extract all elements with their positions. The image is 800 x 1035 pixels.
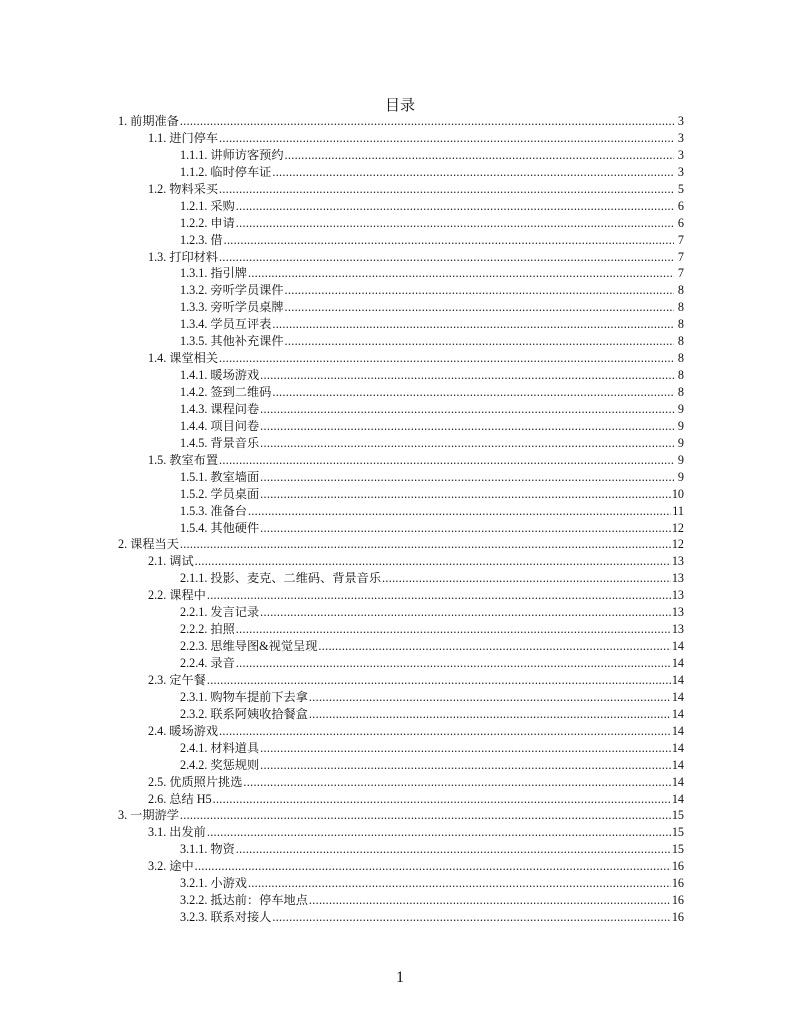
toc-entry[interactable] <box>118 621 684 638</box>
toc-entry-number: 1.1.1. <box>180 147 208 162</box>
toc-entry[interactable] <box>118 265 684 282</box>
toc-entry-number: 2.3.2. <box>180 706 208 721</box>
toc-entry-page: 10 <box>671 486 684 501</box>
toc-entry-page: 16 <box>671 876 684 891</box>
toc-entry-title: 课堂相关 <box>169 351 219 366</box>
toc-leader-dots <box>285 282 674 299</box>
toc-entry-page: 8 <box>677 334 684 349</box>
toc-entry[interactable] <box>118 824 684 841</box>
toc-leader-dots <box>248 265 674 282</box>
toc-leader-dots <box>272 316 674 333</box>
toc-entry-title: 思维导图&视觉呈现 <box>210 639 318 654</box>
toc-leader-dots <box>248 503 671 520</box>
toc-leader-dots <box>285 299 674 316</box>
toc-entry-title: 暖场游戏 <box>210 368 260 383</box>
toc-entry-number: 1.4.2. <box>180 385 208 399</box>
toc-entry-number: 1.2.2. <box>180 215 208 230</box>
toc-entry-title: 临时停车证 <box>210 164 272 179</box>
toc-entry-page: 16 <box>671 859 684 874</box>
toc-entry-number: 2.2.1. <box>180 605 208 620</box>
toc-entry-page: 6 <box>677 198 684 213</box>
toc-leader-dots <box>260 435 674 452</box>
toc-entry-page: 9 <box>677 469 684 484</box>
toc-entry[interactable] <box>118 316 684 333</box>
toc-entry-page: 8 <box>677 317 684 332</box>
toc-entry-page: 3 <box>677 114 684 128</box>
toc-entry-title: 旁听学员桌牌 <box>210 300 284 315</box>
toc-entry-title: 出发前 <box>169 825 206 840</box>
toc-entry-title: 进门停车 <box>169 130 219 145</box>
toc-entry[interactable] <box>118 282 684 299</box>
toc-leader-dots <box>236 621 671 638</box>
toc-entry-number: 1.3.4. <box>180 317 208 332</box>
toc-leader-dots <box>260 469 674 486</box>
toc-entry-page: 14 <box>671 774 684 789</box>
toc-leader-dots <box>260 520 671 537</box>
toc-entry-number: 2.2.2. <box>180 622 208 637</box>
toc-leader-dots <box>180 113 674 130</box>
toc-entry-title: 教室布置 <box>169 452 219 467</box>
toc-entry-page: 13 <box>671 571 684 586</box>
toc-leader-dots <box>260 367 674 384</box>
toc-entry-number: 1.2.1. <box>180 198 208 213</box>
toc-entry[interactable] <box>118 587 684 604</box>
toc-entry-title: 物资 <box>210 842 235 857</box>
toc-entry-page: 8 <box>677 283 684 298</box>
toc-leader-dots <box>236 215 674 232</box>
toc-entry-page: 14 <box>671 723 684 738</box>
toc-leader-dots <box>272 164 674 181</box>
toc-entry-title: 途中 <box>169 859 194 874</box>
toc-leader-dots <box>219 723 671 740</box>
toc-leader-dots <box>248 875 671 892</box>
toc-entry[interactable] <box>118 723 684 740</box>
toc-entry[interactable] <box>118 655 684 672</box>
toc-entry-title: 联系对接人 <box>210 910 272 925</box>
toc-entry-page: 16 <box>671 910 684 925</box>
toc-leader-dots <box>318 638 670 655</box>
toc-entry-title: 背景音乐 <box>210 435 260 450</box>
toc-entry-page: 9 <box>677 435 684 450</box>
page-number: 1 <box>396 969 404 986</box>
toc-entry[interactable] <box>118 198 684 215</box>
toc-entry[interactable] <box>118 367 684 384</box>
toc-entry-title: 学员互评表 <box>210 317 272 332</box>
toc-entry-number: 1.5.1. <box>180 469 208 484</box>
toc-entry-page: 14 <box>671 706 684 721</box>
toc-entry[interactable] <box>118 486 684 503</box>
toc-entry-title: 讲师访客预约 <box>210 147 284 162</box>
toc-entry-page: 7 <box>677 249 684 264</box>
toc-entry-title: 调试 <box>169 554 194 569</box>
toc-leader-dots <box>195 858 671 875</box>
toc-leader-dots <box>207 672 671 689</box>
toc-entry-number: 1.5.3. <box>180 503 208 518</box>
toc-entry-page: 5 <box>677 181 684 196</box>
toc-entry[interactable] <box>118 164 684 181</box>
toc-entry[interactable] <box>118 740 684 757</box>
toc-entry[interactable] <box>118 689 684 706</box>
toc-entry[interactable] <box>118 384 684 401</box>
toc-entry[interactable] <box>118 570 684 587</box>
toc-entry[interactable] <box>118 757 684 774</box>
toc-entry[interactable] <box>118 350 684 367</box>
toc-entry-page: 13 <box>671 588 684 603</box>
toc-entry-title: 课程当天 <box>130 537 179 552</box>
toc-entry-number: 1.1. <box>148 130 167 145</box>
toc-leader-dots <box>224 232 674 249</box>
toc-entry-number: 2.2.4. <box>180 656 208 670</box>
toc-entry-page: 3 <box>677 130 684 145</box>
toc-entry-page: 6 <box>677 215 684 230</box>
toc-entry-number: 1.2. <box>148 181 167 196</box>
toc-leader-dots <box>260 740 671 757</box>
toc-entry-title: 拍照 <box>210 622 235 637</box>
toc-entry-page: 12 <box>671 537 684 552</box>
toc-entry[interactable] <box>118 791 684 808</box>
toc-leader-dots <box>260 486 671 503</box>
toc-leader-dots <box>236 841 671 858</box>
toc-entry-title: 打印材料 <box>169 249 219 264</box>
table-of-contents <box>118 113 684 926</box>
toc-leader-dots <box>219 130 674 147</box>
toc-entry[interactable] <box>118 553 684 570</box>
toc-entry[interactable] <box>118 232 684 249</box>
toc-entry-title: 录音 <box>210 656 235 670</box>
toc-entry-title: 课程中 <box>169 588 206 603</box>
toc-entry-title: 总结 H5 <box>169 791 212 806</box>
toc-leader-dots <box>195 553 671 570</box>
toc-entry-title: 购物车提前下去拿 <box>210 689 308 704</box>
toc-leader-dots <box>219 181 674 198</box>
toc-entry[interactable] <box>118 469 684 486</box>
toc-entry[interactable] <box>118 130 684 147</box>
toc-entry[interactable] <box>118 249 684 266</box>
toc-entry-title: 准备台 <box>210 503 247 518</box>
toc-entry-number: 3.2.3. <box>180 910 208 925</box>
toc-entry-number: 2.1. <box>148 554 167 569</box>
toc-entry[interactable] <box>118 892 684 909</box>
toc-leader-dots <box>219 249 674 266</box>
toc-entry-number: 1.3. <box>148 249 167 264</box>
toc-title: 目录 <box>384 98 415 114</box>
toc-leader-dots <box>219 452 674 469</box>
toc-entry[interactable] <box>118 147 684 164</box>
toc-entry-number: 2.3.1. <box>180 689 208 704</box>
toc-entry-page: 14 <box>671 757 684 772</box>
toc-entry-page: 13 <box>671 622 684 637</box>
toc-entry[interactable] <box>118 435 684 452</box>
toc-entry-page: 7 <box>677 266 684 281</box>
toc-entry-title: 项目问卷 <box>210 418 260 433</box>
toc-entry-page: 14 <box>671 672 684 687</box>
toc-leader-dots <box>213 791 671 808</box>
toc-entry[interactable] <box>118 774 684 791</box>
toc-leader-dots <box>180 807 671 824</box>
toc-leader-dots <box>260 418 674 435</box>
toc-entry-title: 抵达前：停车地点 <box>210 893 308 908</box>
toc-entry-page: 8 <box>677 385 684 399</box>
toc-leader-dots <box>243 774 670 791</box>
toc-leader-dots <box>285 147 674 164</box>
toc-leader-dots <box>272 384 674 401</box>
toc-entry-number: 1.5.2. <box>180 486 208 501</box>
toc-entry-title: 其他硬件 <box>210 520 260 535</box>
toc-entry-number: 2.1.1. <box>180 571 208 586</box>
toc-leader-dots <box>260 604 671 621</box>
toc-entry[interactable] <box>118 503 684 520</box>
toc-entry-title: 定午餐 <box>169 672 206 687</box>
toc-entry-title: 联系阿姨收拾餐盒 <box>210 706 308 721</box>
toc-entry[interactable] <box>118 181 684 198</box>
toc-entry-number: 1.4.3. <box>180 401 208 416</box>
toc-entry[interactable] <box>118 672 684 689</box>
toc-entry[interactable] <box>118 401 684 418</box>
toc-leader-dots <box>180 536 671 553</box>
toc-entry-number: 2.2.3. <box>180 639 208 654</box>
toc-entry-page: 12 <box>671 520 684 535</box>
toc-leader-dots <box>219 350 674 367</box>
toc-entry-title: 申请 <box>210 215 235 230</box>
toc-entry-page: 8 <box>677 368 684 383</box>
toc-entry[interactable] <box>118 875 684 892</box>
toc-entry-title: 借 <box>210 232 223 247</box>
toc-entry-number: 1.5.4. <box>180 520 208 535</box>
toc-leader-dots <box>309 689 671 706</box>
toc-entry-page: 3 <box>677 147 684 162</box>
toc-entry[interactable] <box>118 909 684 926</box>
toc-entry[interactable] <box>118 113 684 130</box>
toc-entry-number: 2.4. <box>148 723 167 738</box>
toc-entry-number: 3.2. <box>148 859 167 874</box>
toc-leader-dots <box>285 333 674 350</box>
toc-leader-dots <box>207 824 671 841</box>
toc-entry-number: 1.5. <box>148 452 167 467</box>
toc-entry-title: 投影、麦克、二维码、背景音乐 <box>210 571 382 586</box>
toc-entry-page: 13 <box>671 605 684 620</box>
toc-entry-title: 小游戏 <box>210 876 247 891</box>
toc-entry[interactable] <box>118 520 684 537</box>
toc-entry-title: 学员桌面 <box>210 486 260 501</box>
toc-entry-title: 旁听学员课件 <box>210 283 284 298</box>
toc-entry-number: 1.3.3. <box>180 300 208 315</box>
toc-entry-title: 一期游学 <box>130 808 179 823</box>
toc-entry-number: 2.5. <box>148 774 167 789</box>
toc-entry[interactable] <box>118 638 684 655</box>
toc-entry-number: 2. <box>118 537 128 552</box>
toc-entry-number: 1.3.2. <box>180 283 208 298</box>
toc-entry-number: 3.2.1. <box>180 876 208 891</box>
toc-leader-dots <box>260 401 674 418</box>
toc-entry[interactable] <box>118 299 684 316</box>
toc-entry-number: 1.4.5. <box>180 435 208 450</box>
toc-entry[interactable] <box>118 452 684 469</box>
toc-entry-page: 9 <box>677 418 684 433</box>
toc-entry-page: 14 <box>671 740 684 755</box>
toc-entry-number: 2.6. <box>148 791 167 806</box>
toc-entry-title: 指引牌 <box>210 266 247 281</box>
toc-entry-page: 14 <box>671 791 684 806</box>
toc-entry[interactable] <box>118 536 684 553</box>
toc-entry-page: 14 <box>671 656 684 670</box>
toc-entry-title: 其他补充课件 <box>210 334 284 349</box>
toc-entry-number: 1. <box>118 114 128 128</box>
toc-entry-title: 优质照片挑选 <box>169 774 243 789</box>
toc-entry-number: 3.1. <box>148 825 167 840</box>
toc-entry-number: 1.1.2. <box>180 164 208 179</box>
toc-entry-page: 16 <box>671 893 684 908</box>
toc-entry-title: 物料采买 <box>169 181 219 196</box>
toc-entry-number: 1.2.3. <box>180 232 208 247</box>
toc-entry-title: 课程问卷 <box>210 401 260 416</box>
toc-entry[interactable] <box>118 215 684 232</box>
toc-entry[interactable] <box>118 706 684 723</box>
toc-entry-number: 2.2. <box>148 588 167 603</box>
toc-entry-title: 暖场游戏 <box>169 723 219 738</box>
toc-leader-dots <box>236 655 671 672</box>
toc-leader-dots <box>207 587 671 604</box>
toc-entry-title: 签到二维码 <box>210 385 272 399</box>
toc-leader-dots <box>236 198 674 215</box>
toc-entry-page: 13 <box>671 554 684 569</box>
toc-leader-dots <box>382 570 671 587</box>
toc-entry-page: 15 <box>671 825 684 840</box>
toc-entry-title: 发言记录 <box>210 605 260 620</box>
toc-entry-title: 奖惩规则 <box>210 757 260 772</box>
toc-leader-dots <box>260 757 671 774</box>
toc-leader-dots <box>309 892 671 909</box>
toc-entry-number: 2.4.1. <box>180 740 208 755</box>
toc-entry-number: 2.4.2. <box>180 757 208 772</box>
toc-entry-title: 教室墙面 <box>210 469 260 484</box>
toc-entry-number: 1.3.1. <box>180 266 208 281</box>
toc-entry[interactable] <box>118 604 684 621</box>
toc-entry-number: 3.2.2. <box>180 893 208 908</box>
toc-entry-page: 11 <box>672 503 684 518</box>
toc-entry-number: 2.3. <box>148 672 167 687</box>
toc-entry-number: 3. <box>118 808 128 823</box>
toc-entry-page: 15 <box>671 808 684 823</box>
toc-entry-page: 14 <box>671 689 684 704</box>
toc-entry-number: 1.3.5. <box>180 334 208 349</box>
toc-entry[interactable] <box>118 333 684 350</box>
toc-leader-dots <box>272 909 670 926</box>
toc-leader-dots <box>309 706 671 723</box>
toc-entry-page: 9 <box>677 401 684 416</box>
toc-entry-page: 8 <box>677 300 684 315</box>
toc-entry-number: 1.4. <box>148 351 167 366</box>
toc-entry-title: 前期准备 <box>130 114 179 128</box>
toc-entry-page: 14 <box>671 639 684 654</box>
toc-entry-page: 9 <box>677 452 684 467</box>
toc-entry-title: 采购 <box>210 198 235 213</box>
toc-entry-number: 1.4.1. <box>180 368 208 383</box>
toc-entry[interactable] <box>118 418 684 435</box>
toc-entry[interactable] <box>118 841 684 858</box>
toc-entry-page: 3 <box>677 164 684 179</box>
toc-entry[interactable] <box>118 807 684 824</box>
toc-entry[interactable] <box>118 858 684 875</box>
toc-entry-page: 8 <box>677 351 684 366</box>
toc-entry-page: 15 <box>671 842 684 857</box>
toc-entry-number: 1.4.4. <box>180 418 208 433</box>
toc-entry-number: 3.1.1. <box>180 842 208 857</box>
toc-entry-page: 7 <box>677 232 684 247</box>
toc-entry-title: 材料道具 <box>210 740 260 755</box>
